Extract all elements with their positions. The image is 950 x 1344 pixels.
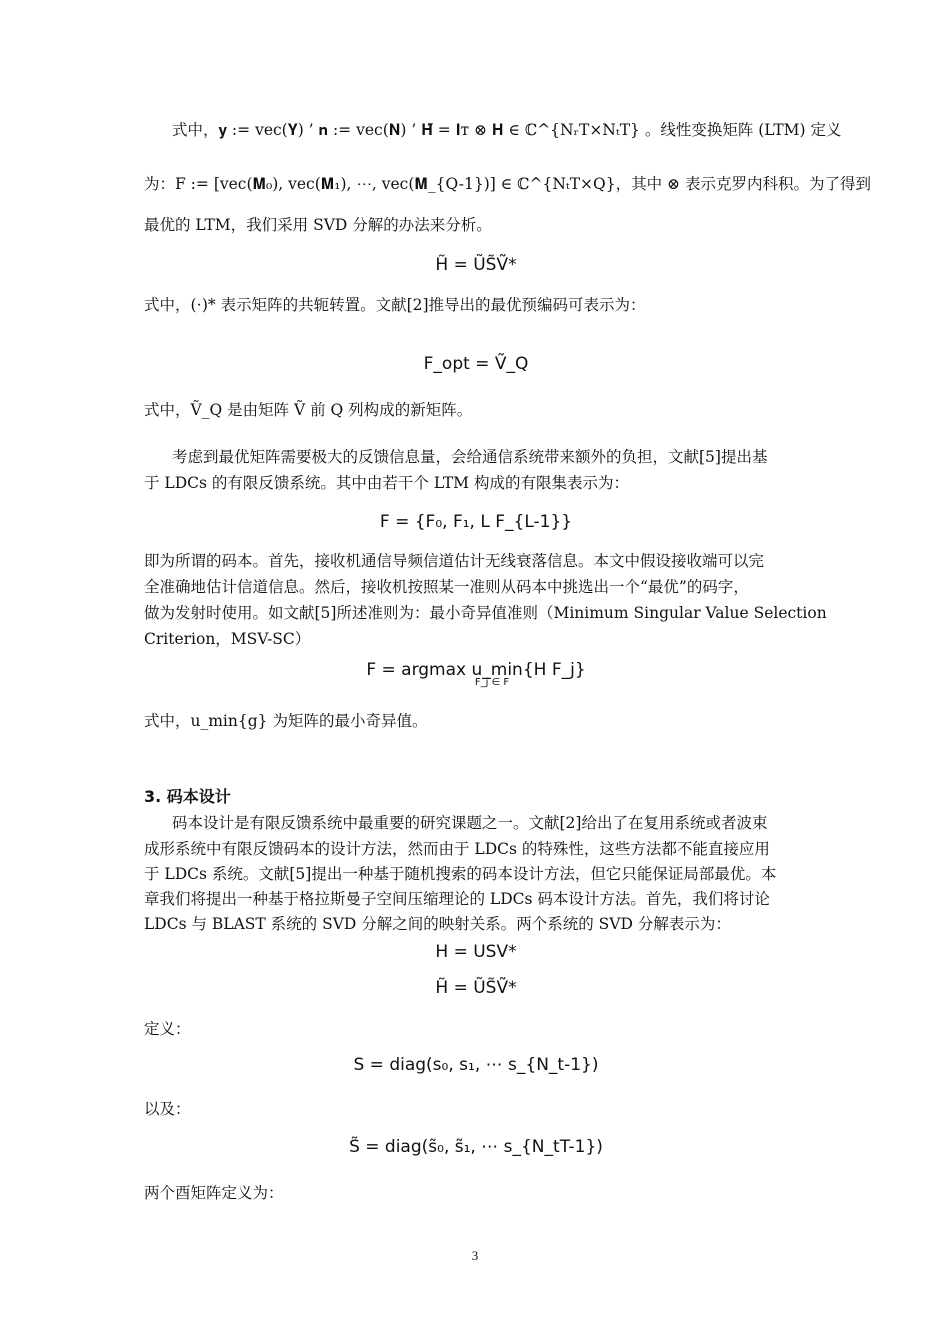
paragraph-line: 式中，(⋅)* 表示矩阵的共轭转置。文献[2]推导出的最优预编码可表示为：	[144, 296, 646, 314]
paragraph-line: 全准确地估计信道信息。然后，接收机按照某一准则从码本中挑选出一个“最优”的码字，	[144, 578, 749, 596]
equation-singular-values: S = diag(s₀, s₁, ⋯ s_{N_t-1})	[353, 1055, 599, 1075]
equation-svd-ldc-repeat: H̃ = ŨS̃Ṽ*	[435, 978, 517, 998]
paragraph-line: 成形系统中有限反馈码本的设计方法，然而由于 LDCs 的特殊性，这些方法都不能直接应用	[144, 840, 770, 858]
equation-singular-values-ldc: S̃ = diag(s̃₀, s̃₁, ⋯ s_{N_tT-1})	[349, 1137, 603, 1157]
paragraph-line: 式中，𝐲 := vec(𝐘) ’ 𝐧 := vec(𝐍) ’ 𝐇̃ = 𝐈ᴛ ⊗ 𝐇 ∈ ℂ^{NᵣT×NₜT} 。线性变换矩阵 (LTM) 定义	[172, 121, 842, 139]
paragraph-line: 于 LDCs 系统。文献[5]提出一种基于随机搜索的码本设计方法，但它只能保证局部最优。本	[144, 865, 777, 883]
paragraph-line: 于 LDCs 的有限反馈系统。其中由若干个 LTM 构成的有限集表示为：	[144, 474, 629, 492]
paragraph-line: 式中，u_min{g} 为矩阵的最小奇异值。	[144, 712, 428, 730]
paragraph-line: 为：F := [vec(𝐌₀), vec(𝐌₁), ⋯, vec(𝐌_{Q-1})] ∈ ℂ^{NₜT×Q}，其中 ⊗ 表示克罗内科积。为了得到	[144, 175, 871, 193]
paragraph-line: 章我们将提出一种基于格拉斯曼子空间压缩理论的 LDCs 码本设计方法。首先，我们将讨论	[144, 890, 770, 908]
paragraph-line: Criterion，MSV-SC）	[144, 630, 311, 648]
paragraph-line: 以及：	[144, 1100, 191, 1118]
paragraph-line: 最优的 LTM，我们采用 SVD 分解的办法来分析。	[144, 216, 492, 234]
equation-svd-ldc: H̃ = ŨS̃Ṽ*	[435, 255, 517, 275]
paragraph-line: LDCs 与 BLAST 系统的 SVD 分解之间的映射关系。两个系统的 SVD 分解表示为：	[144, 915, 731, 933]
section-heading: 3. 码本设计	[144, 787, 231, 806]
paragraph-line: 定义：	[144, 1020, 191, 1038]
paragraph-line: 考虑到最优矩阵需要极大的反馈信息量，会给通信系统带来额外的负担，文献[5]提出基	[172, 448, 768, 466]
equation-msv-subscript: F_j ∈ F	[474, 677, 510, 688]
paragraph-line: 式中，Ṽ_Q 是由矩阵 Ṽ 前 Q 列构成的新矩阵。	[144, 401, 473, 419]
paragraph-line: 即为所谓的码本。首先，接收机通信导频信道估计无线衰落信息。本文中假设接收端可以完	[144, 552, 765, 570]
equation-svd-blast: H = USV*	[435, 942, 517, 962]
page-number: 3	[471, 1248, 479, 1263]
paragraph-line: 码本设计是有限反馈系统中最重要的研究课题之一。文献[2]给出了在复用系统或者波束	[172, 814, 768, 832]
paragraph-line: 两个酉矩阵定义为：	[144, 1184, 284, 1202]
paragraph-line: 做为发射时使用。如文献[5]所述准则为：最小奇异值准则（Minimum Singular Value Selection	[144, 604, 827, 622]
equation-msv-criterion: F = argmax u_min{H F_j}	[366, 660, 586, 680]
equation-optimal-precoder: F_opt = Ṽ_Q	[423, 354, 529, 374]
equation-codebook-set: F = {F₀, F₁, L F_{L-1}}	[379, 512, 573, 532]
